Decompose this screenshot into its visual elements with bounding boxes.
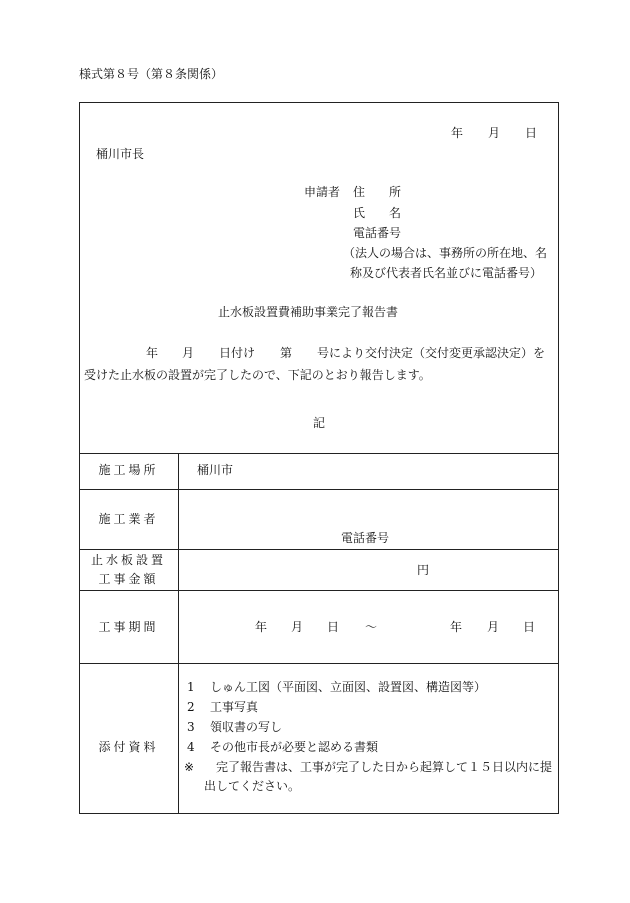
attachment-note-line1: 完了報告書は、工事が完了した日から起算して１５日以内に提 [216,760,553,774]
form-number: 様式第８号（第８条関係） [79,67,224,81]
cost-label-line1: 止水板設置 [90,553,166,567]
attachment-text: 領収書の写し [210,720,283,734]
body-no: 第 [280,346,293,360]
attachment-num: 4 [187,740,195,754]
applicant-phone-label: 電話番号 [353,226,402,240]
document-title: 止水板設置費補助事業完了報告書 [218,305,399,319]
body-line2: 受けた止水板の設置が完了したので、下記のとおり報告します。 [84,368,431,382]
date-month: 月 [488,126,501,140]
date-day: 日 [525,126,538,140]
contractor-label: 施工業者 [98,512,159,526]
attachment-text: 工事写真 [210,700,259,714]
attachments-label: 添付資料 [98,740,159,754]
attachment-text: その他市長が必要と認める書類 [210,740,379,754]
applicant-address-label: 住 所 [353,185,402,199]
body-month: 月 [182,346,195,360]
period-label: 工事期間 [98,620,159,634]
period-end-month: 月 [487,620,500,634]
period-end-year: 年 [450,620,463,634]
applicant-name-label: 氏 名 [353,206,402,220]
site-label: 施工場所 [98,463,159,477]
cost-unit: 円 [417,563,430,577]
applicant-label: 申請者 [304,185,341,199]
attachment-num: 1 [187,680,195,694]
ki-mark: 記 [313,416,326,430]
contractor-phone-label: 電話番号 [341,531,390,545]
row-divider-contractor-bottom [79,549,559,550]
period-start-month: 月 [291,620,304,634]
period-start-year: 年 [255,620,268,634]
body-dated: 日付け [219,346,256,360]
attachment-num: 3 [187,720,195,734]
attachment-text: しゅん工図（平面図、立面図、設置図、構造図等） [210,680,487,694]
body-line1-rest: 号により交付決定（交付変更承認決定）を [317,346,546,360]
attachment-note-mark: ※ [184,760,195,774]
attachment-note-line2: 出してください。 [204,779,301,793]
body-year: 年 [146,346,159,360]
row-divider-period-bottom [79,663,559,664]
row-divider-site-top [79,453,559,454]
row-divider-cost-bottom [79,590,559,591]
site-value: 桶川市 [197,463,234,477]
applicant-note-line2: 称及び代表者氏名並びに電話番号） [350,266,543,280]
cost-label-line2: 工事金額 [98,572,159,586]
applicant-note-line1: （法人の場合は、事務所の所在地、名 [343,246,548,260]
attachment-num: 2 [187,700,195,714]
date-year: 年 [451,126,464,140]
period-tilde: ～ [365,620,378,634]
period-end-day: 日 [523,620,536,634]
row-divider-site-bottom [79,489,559,490]
period-start-day: 日 [327,620,340,634]
form-frame [79,102,559,814]
column-divider [178,453,179,814]
addressee: 桶川市長 [96,147,145,161]
